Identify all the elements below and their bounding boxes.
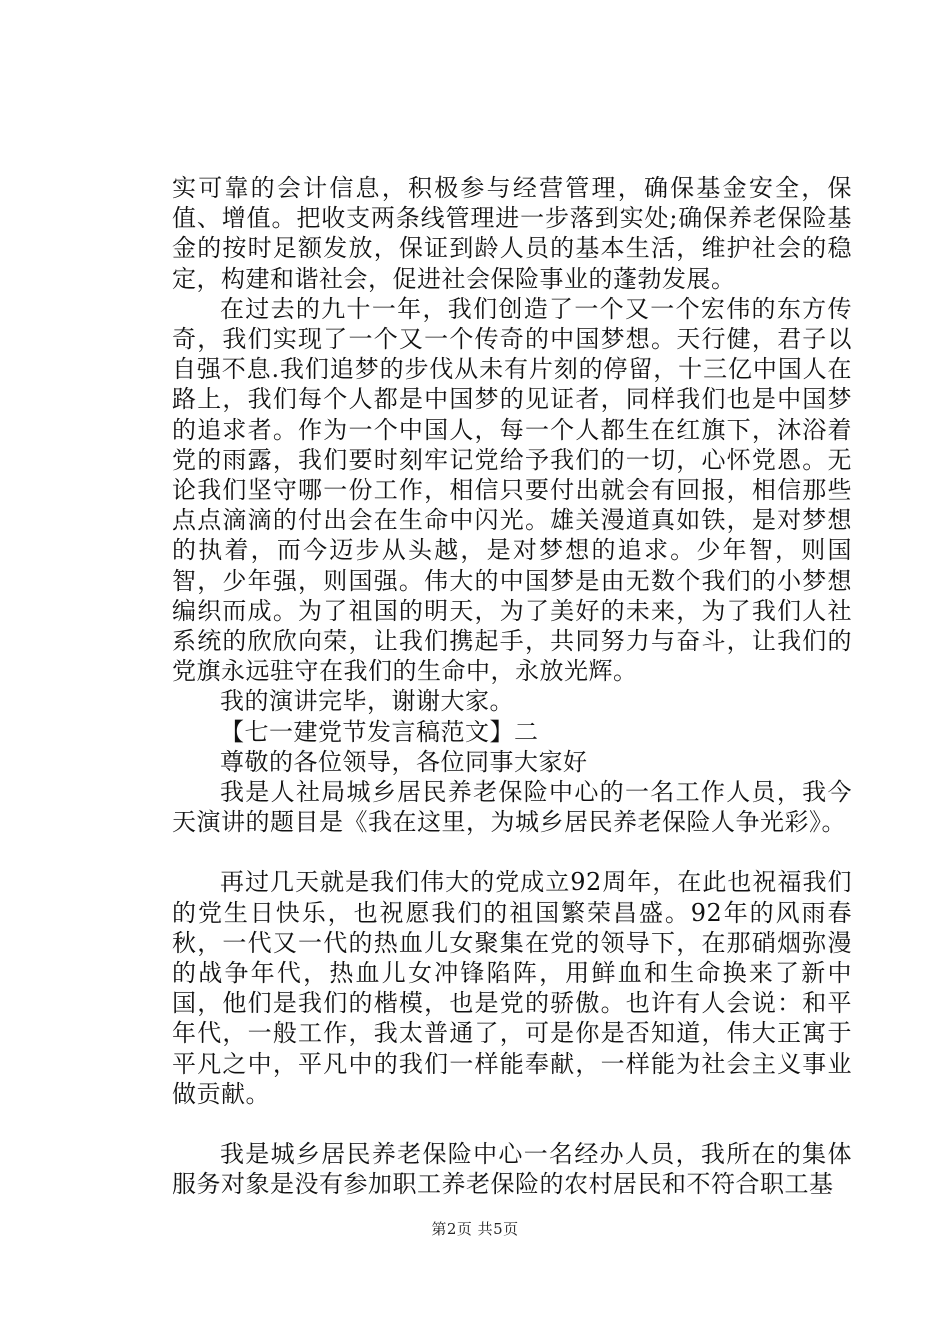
document-body	[172, 173, 852, 1200]
paragraph-closing: 我的演讲完毕，谢谢大家。	[220, 687, 514, 716]
paragraph-anniversary: 再过几天就是我们伟大的党成立92周年，在此也祝福我们的党生日快乐，也祝愿我们的祖国繁荣昌盛。92年的风雨春秋，一代又一代的热血儿女聚集在党的领导下，在那硝烟弥漫的战争年代，热血儿女冲锋陷阵，用鲜血和生命换来了新中国，他们是我们的楷模，也是党的骄傲。也许有人会说：和平年代，一般工作，我太普通了，可是你是否知道，伟大正寓于平凡之中，平凡中的我们一样能奉献，一样能为社会主义事业做贡献。	[172, 868, 852, 1108]
paragraph-dream: 在过去的九十一年，我们创造了一个又一个宏伟的东方传奇，我们实现了一个又一个传奇的中国梦想。天行健，君子以自强不息.我们追梦的步伐从未有片刻的停留，十三亿中国人在路上，我们每个人都是中国梦的见证者，同样我们也是中国梦的追求者。作为一个中国人，每一个人都生在红旗下，沐浴着党的雨露，我们要时刻牢记党给予我们的一切，心怀党恩。无论我们坚守哪一份工作，相信只要付出就会有回报，相信那些点点滴滴的付出会在生命中闪光。雄关漫道真如铁，是对梦想的执着，而今迈步从头越，是对梦想的追求。少年智，则国智，少年强，则国强。伟大的中国梦是由无数个我们的小梦想编织而成。为了祖国的明天，为了美好的未来，为了我们人社系统的欣欣向荣，让我们携起手，共同努力与奋斗，让我们的党旗永远驻守在我们的生命中，永放光辉。	[172, 294, 852, 686]
paragraph-introduction: 我是人社局城乡居民养老保险中心的一名工作人员，我今天演讲的题目是《我在这里，为城乡居民养老保险人争光彩》。	[172, 778, 852, 837]
paragraph-salutation: 尊敬的各位领导，各位同事大家好	[220, 747, 588, 776]
paragraph-continuation: 实可靠的会计信息，积极参与经营管理，确保基金安全，保值、增值。把收支两条线管理进一步落到实处;确保养老保险基金的按时足额发放，保证到龄人员的基本生活，维护社会的稳定，构建和谐社会，促进社会保险事业的蓬勃发展。	[172, 174, 852, 293]
section-heading: 【七一建党节发言稿范文】二	[220, 717, 539, 746]
paragraph-work-description: 我是城乡居民养老保险中心一名经办人员，我所在的集体服务对象是没有参加职工养老保险的农村居民和不符合职工基	[172, 1140, 852, 1199]
page-number-footer: 第2页 共5页	[431, 1220, 519, 1238]
